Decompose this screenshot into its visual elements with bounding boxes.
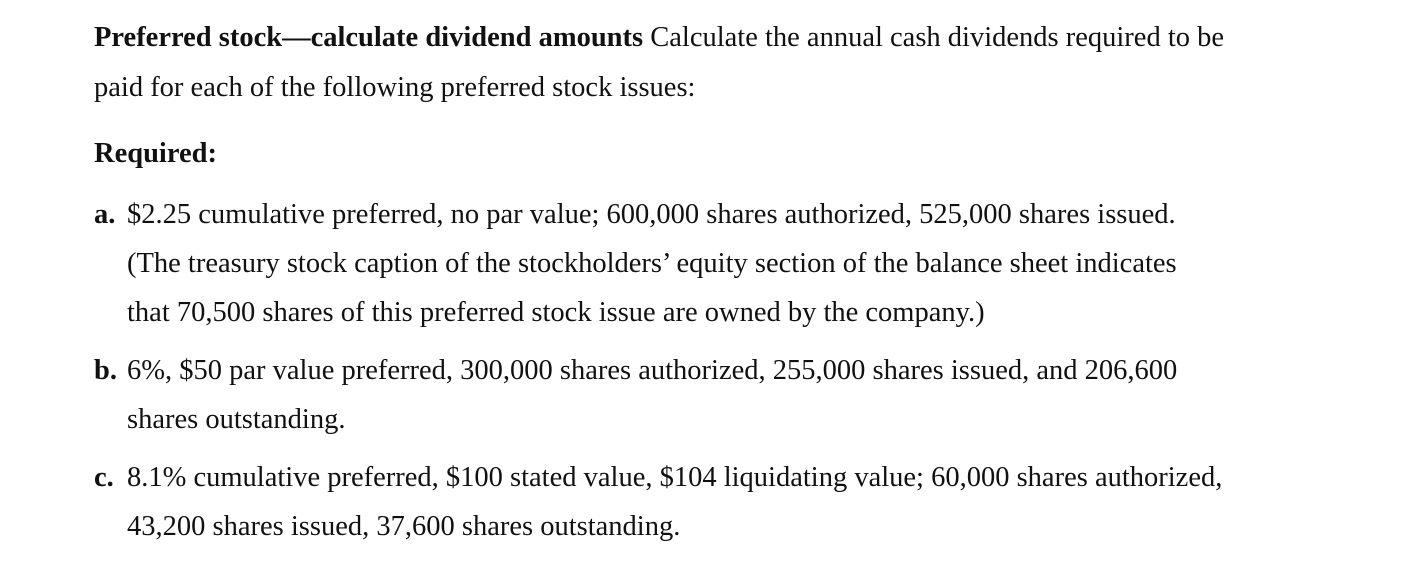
list-item-line: shares outstanding.: [127, 404, 346, 435]
problem-title: Preferred stock—calculate dividend amounts: [94, 22, 644, 53]
problem-intro-line-1: Calculate the annual cash dividends required to be: [643, 22, 1225, 53]
list-item-marker: b.: [94, 355, 117, 386]
problem-intro: [94, 13, 1364, 113]
required-heading: Required:: [94, 138, 217, 169]
problem-intro-line-2: paid for each of the following preferred stock issues:: [94, 72, 696, 103]
list-item-b: [94, 346, 1394, 444]
list-item-line: 6%, $50 par value preferred, 300,000 shares authorized, 255,000 shares issued, and 206,600: [127, 355, 1178, 386]
list-item-c: [94, 453, 1394, 551]
list-item-line: 8.1% cumulative preferred, $100 stated value, $104 liquidating value; 60,000 shares authorized,: [127, 462, 1223, 493]
list-item-line: $2.25 cumulative preferred, no par value; 600,000 shares authorized, 525,000 shares issued.: [127, 199, 1176, 230]
list-item-marker: c.: [94, 462, 114, 493]
list-item-a: [94, 190, 1394, 337]
list-item-marker: a.: [94, 199, 116, 230]
list-item-line: 43,200 shares issued, 37,600 shares outstanding.: [127, 511, 681, 542]
list-item-line: that 70,500 shares of this preferred stock issue are owned by the company.): [127, 297, 985, 328]
list-item-line: (The treasury stock caption of the stockholders’ equity section of the balance sheet indicates: [127, 248, 1177, 279]
